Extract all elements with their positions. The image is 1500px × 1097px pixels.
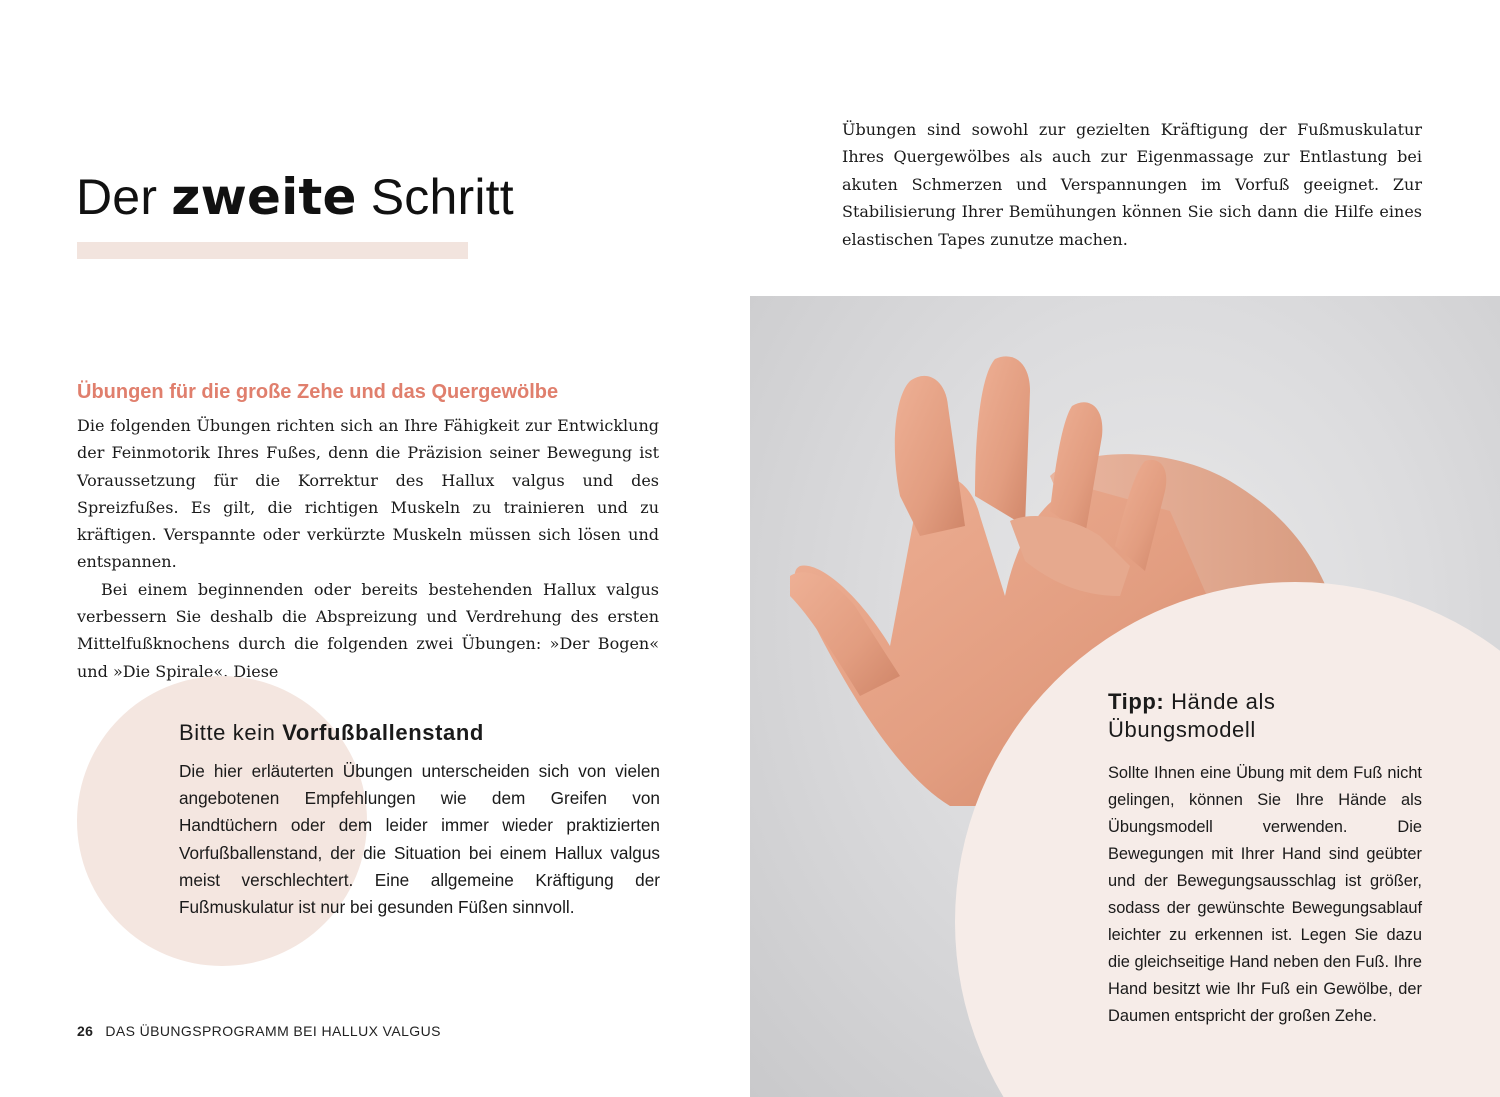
body-paragraph-2: Bei einem beginnenden oder bereits bestehenden Hallux valgus verbessern Sie deshalb die Abspreizung und Verdrehung des ersten Mittelfußknochens durch die folgenden zwei Übungen: »Der Bogen« und »Die Spirale«. Diese [77, 579, 659, 681]
page-title: Der zweite Schritt [76, 168, 514, 226]
info-box [179, 716, 660, 921]
footer-label: DAS ÜBUNGSPROGRAMM BEI HALLUX VALGUS [105, 1023, 441, 1039]
tip-box [1108, 688, 1422, 1030]
page-footer [77, 1023, 441, 1039]
body-paragraph-1: Die folgenden Übungen richten sich an Ihre Fähigkeit zur Entwicklung der Feinmotorik Ihres Fußes, denn die Präzision seiner Bewegung ist Voraussetzung für die Korrektur des Hallux valgus und des Spreizfußes. Es gilt, die richtigen Muskeln zu trainieren und zu kräftigen. Verspannte oder verkürzte Muskeln müssen sich lösen und entspannen. [77, 416, 659, 572]
intro-paragraph: Übungen sind sowohl zur gezielten Kräftigung der Fußmuskulatur Ihres Quergewölbes als auch zur Eigenmassage zur Entlastung bei akuten Schmerzen und Verspannungen im Vorfuß geeignet. Zur Stabilisierung Ihrer Bemühungen können Sie sich dann die Hilfe eines elastischen Tapes zunutze machen. [842, 120, 1422, 249]
info-box-title: Bitte kein Vorfußballenstand [179, 720, 484, 745]
page-number: 26 [77, 1023, 94, 1039]
info-box-text: Die hier erläuterten Übungen unterscheiden sich von vielen angebotenen Empfehlungen wie dem Greifen von Handtüchern oder dem leider immer wieder praktizierten Vorfußballenstand, der die Situation bei einem Hallux valgus meist verschlechtert. Eine allgemeine Kräftigung der Fußmuskulatur ist nur bei gesunden Füßen sinnvoll. [179, 761, 660, 918]
section-heading: Übungen für die große Zehe und das Quergewölbe [77, 381, 559, 403]
tip-title: Tipp: Hände als Übungsmodell [1108, 689, 1276, 742]
tip-text: Sollte Ihnen eine Übung mit dem Fuß nicht gelingen, können Sie Ihre Hände als Übungsmodell verwenden. Die Bewegungen mit Ihrer Hand sind geübter und der Bewegungsausschlag ist größer, sodass der gewünschte Bewegungsablauf leichter zu erkennen ist. Legen Sie dazu die gleichseitige Hand neben den Fuß. Ihre Hand besitzt wie Ihr Fuß ein Gewölbe, der Daumen entspricht der großen Zehe. [1108, 764, 1422, 1025]
title-underline-bar [77, 242, 468, 259]
body-text [77, 412, 659, 685]
